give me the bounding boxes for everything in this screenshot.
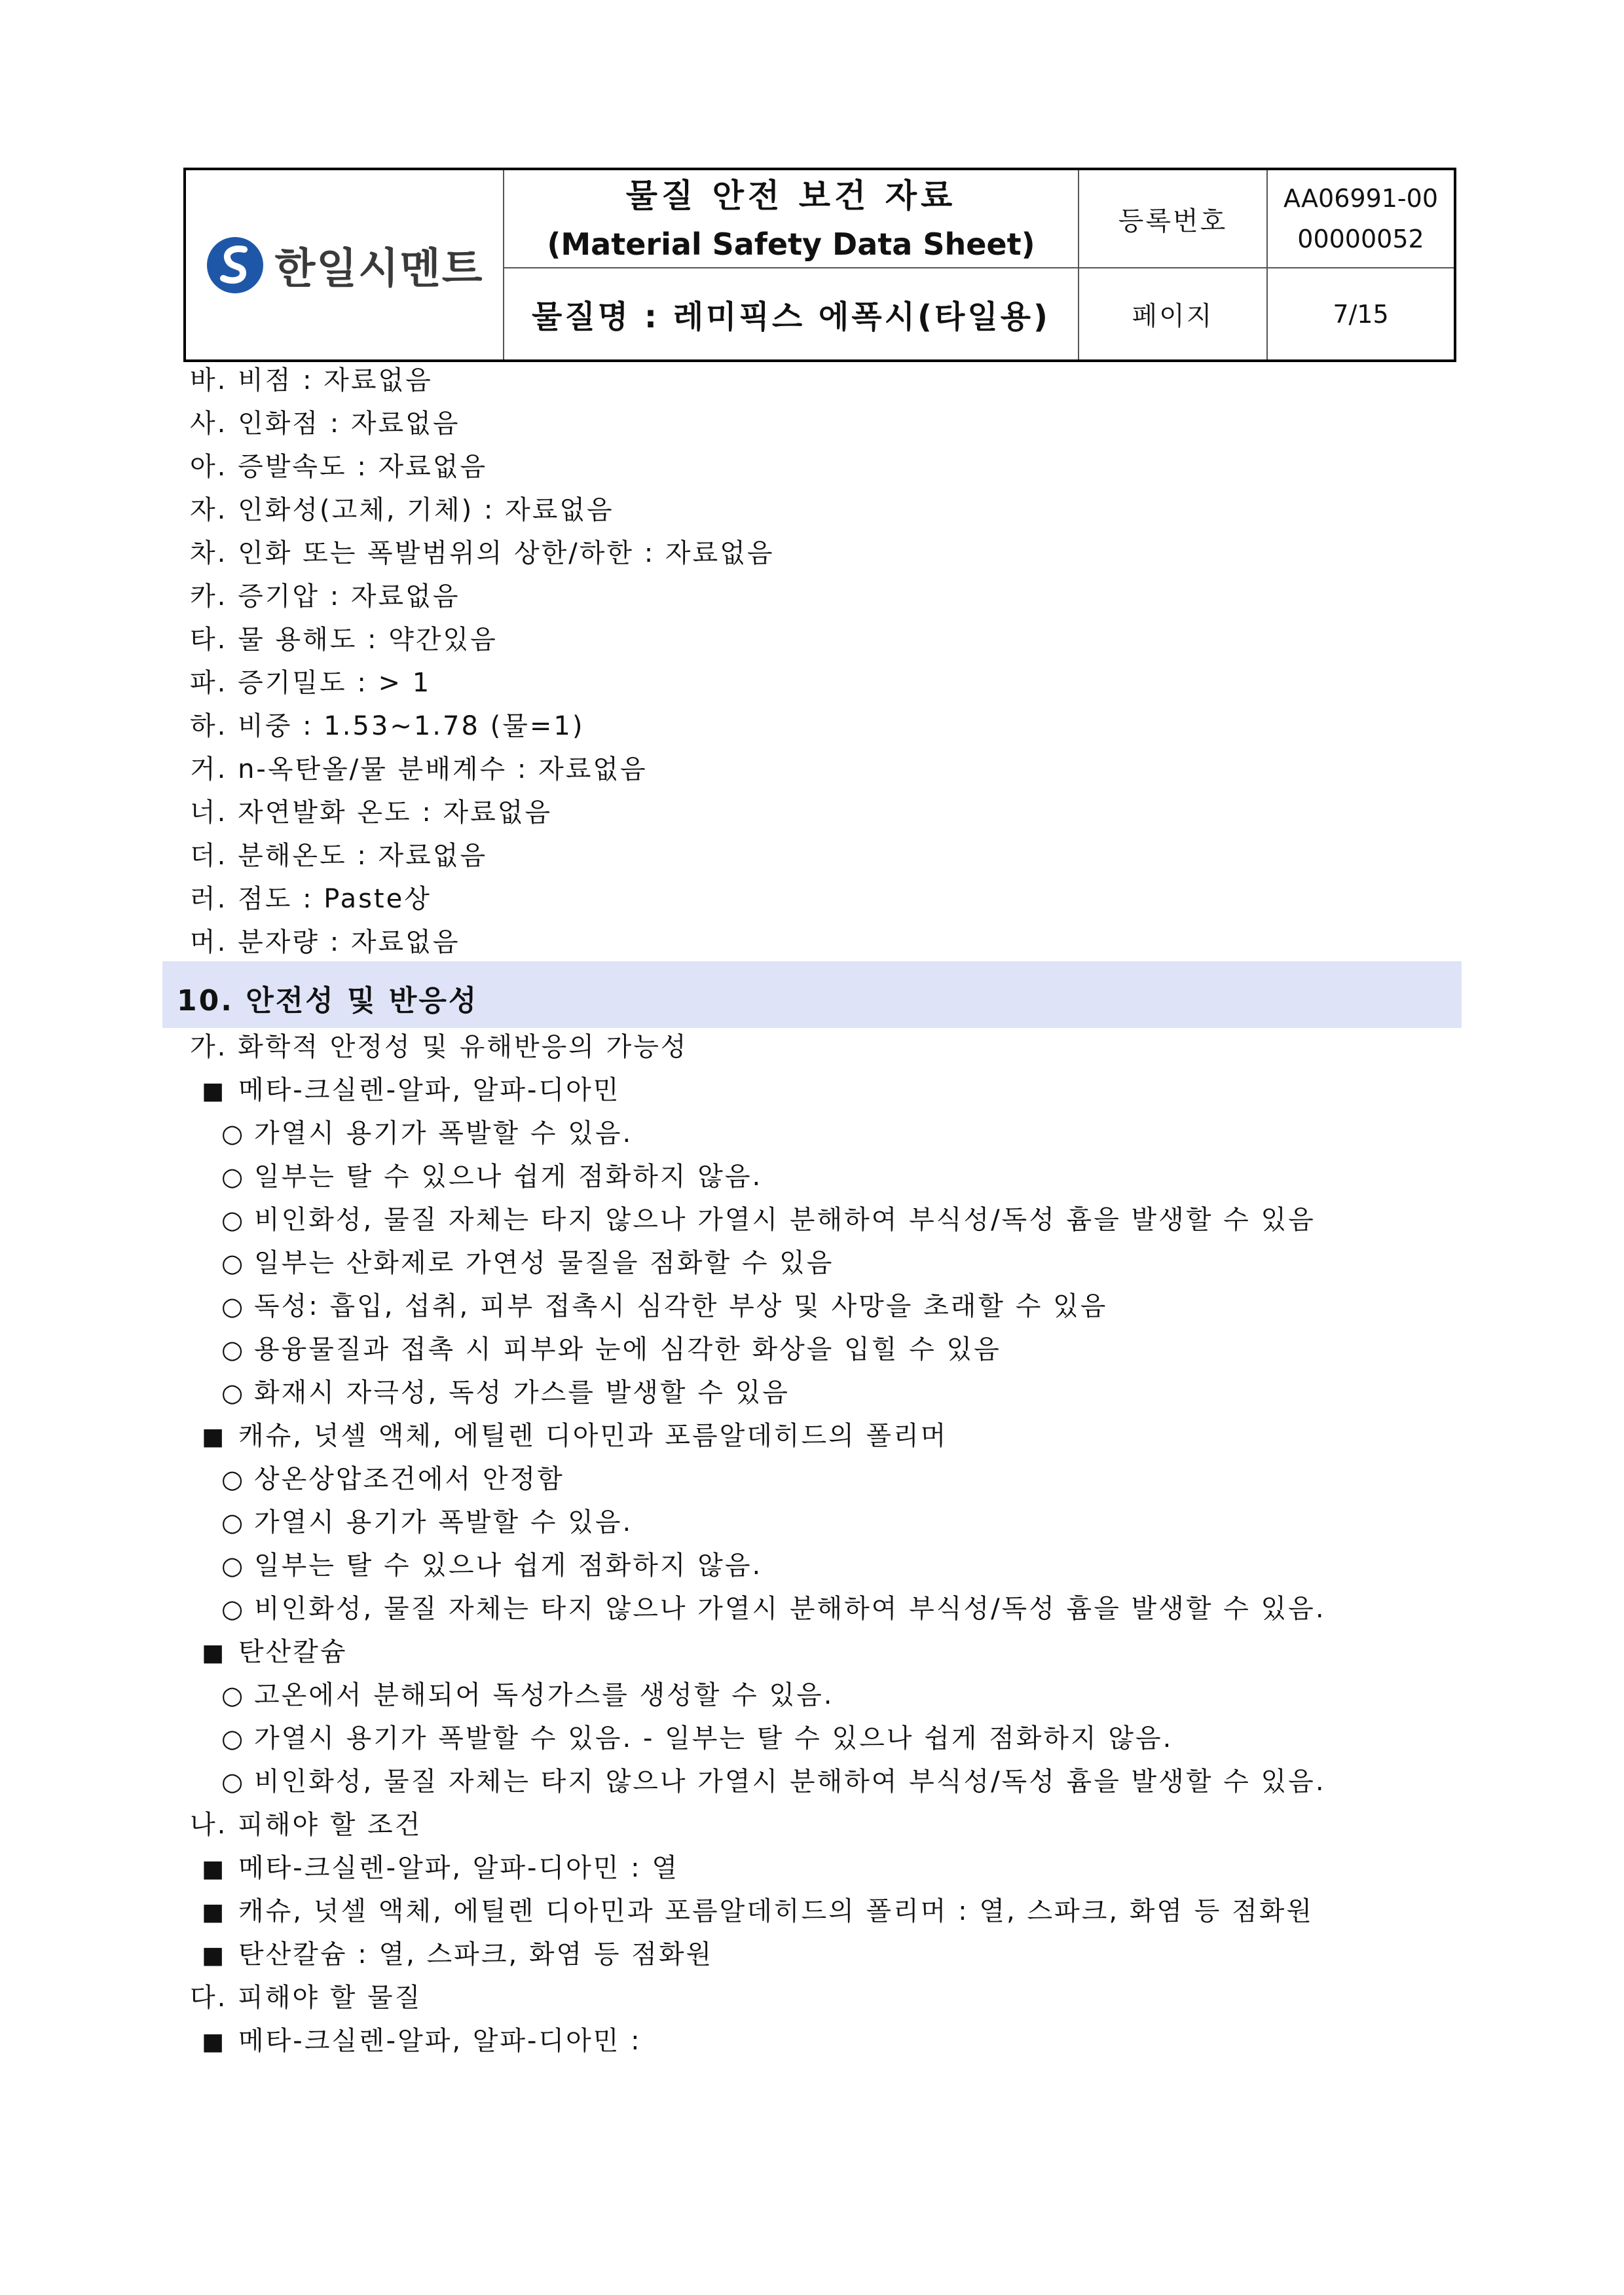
document-title: 물질 안전 보건 자료 — [625, 177, 957, 215]
material-name: 물질명 : 레미픽스 에폭시(타일용) — [504, 268, 1079, 361]
list-item: ○ 일부는 탈 수 있으나 쉽게 점화하지 않음. — [221, 1162, 763, 1192]
subsection-heading-a: 가. 화학적 안정성 및 유해반응의 가능성 — [190, 1032, 688, 1062]
subsection-heading-b: 나. 피해야 할 조건 — [190, 1810, 422, 1840]
section-10-header — [162, 961, 1462, 1028]
circle-bullet-icon: ○ — [221, 1465, 246, 1494]
list-item: ○ 고온에서 분해되어 독성가스를 생성할 수 있음. — [221, 1680, 834, 1710]
registration-number-line-2: 00000052 — [1297, 225, 1424, 253]
document-header — [183, 168, 1456, 362]
circle-bullet-icon: ○ — [221, 1378, 246, 1407]
circle-bullet-icon: ○ — [221, 1335, 246, 1364]
square-bullet-icon: ■ — [202, 1942, 227, 1969]
substance-heading: ■ 캐슈, 넛셀 액체, 에틸렌 디아민과 포름알데히드의 폴리머 — [202, 1420, 948, 1454]
list-item: ○ 일부는 산화제로 가연성 물질을 점화할 수 있음 — [221, 1248, 834, 1278]
property-line: 사. 인화점 : 자료없음 — [190, 409, 460, 439]
list-item: ■ 탄산칼슘 : 열, 스파크, 화염 등 점화원 — [202, 1938, 713, 1972]
list-item: ■ 메타-크실렌-알파, 알파-디아민 : — [202, 2025, 642, 2059]
section-10-title: 10. 안전성 및 반응성 — [177, 984, 479, 1018]
circle-bullet-icon: ○ — [221, 1681, 246, 1710]
page-label: 페이지 — [1079, 268, 1267, 361]
list-item: ○ 일부는 탈 수 있으나 쉽게 점화하지 않음. — [221, 1551, 763, 1581]
list-item: ○ 가열시 용기가 폭발할 수 있음. - 일부는 탈 수 있으나 쉽게 점화하지 않음. — [221, 1723, 1173, 1753]
list-item: ○ 상온상압조건에서 안정함 — [221, 1464, 564, 1494]
company-logo-icon — [205, 235, 265, 295]
list-item: ○ 비인화성, 물질 자체는 타지 않으나 가열시 분해하여 부식성/독성 흄을 발생할 수 있음. — [221, 1767, 1326, 1797]
list-item: ○ 비인화성, 물질 자체는 타지 않으나 가열시 분해하여 부식성/독성 흄을 발생할 수 있음 — [221, 1205, 1316, 1235]
list-item: ○ 화재시 자극성, 독성 가스를 발생할 수 있음 — [221, 1378, 790, 1408]
list-item: ■ 메타-크실렌-알파, 알파-디아민 : 열 — [202, 1852, 679, 1886]
square-bullet-icon: ■ — [202, 1899, 227, 1926]
substance-heading: ■ 메타-크실렌-알파, 알파-디아민 — [202, 1074, 620, 1108]
property-line: 차. 인화 또는 폭발범위의 상한/하한 : 자료없음 — [190, 538, 775, 568]
list-item: ○ 비인화성, 물질 자체는 타지 않으나 가열시 분해하여 부식성/독성 흄을 발생할 수 있음. — [221, 1594, 1326, 1624]
circle-bullet-icon: ○ — [221, 1249, 246, 1277]
property-line: 파. 증기밀도 : > 1 — [190, 668, 432, 698]
property-line: 하. 비중 : 1.53~1.78 (물=1) — [190, 711, 585, 741]
company-logo-text: 한일시멘트 — [274, 244, 484, 293]
circle-bullet-icon: ○ — [221, 1594, 246, 1623]
property-line: 카. 증기압 : 자료없음 — [190, 581, 460, 612]
company-logo-cell — [185, 169, 504, 361]
square-bullet-icon: ■ — [202, 2029, 227, 2055]
circle-bullet-icon: ○ — [221, 1162, 246, 1191]
list-item: ■ 캐슈, 넛셀 액체, 에틸렌 디아민과 포름알데히드의 폴리머 : 열, 스파크, 화염 등 점화원 — [202, 1895, 1314, 1929]
substance-heading: ■ 탄산칼슘 — [202, 1636, 348, 1670]
property-line: 머. 분자량 : 자료없음 — [190, 927, 460, 957]
square-bullet-icon: ■ — [202, 1856, 227, 1882]
property-line: 거. n-옥탄올/물 분배계수 : 자료없음 — [190, 754, 648, 784]
list-item: ○ 가열시 용기가 폭발할 수 있음. — [221, 1507, 633, 1537]
list-item: ○ 가열시 용기가 폭발할 수 있음. — [221, 1118, 633, 1148]
list-item: ○ 용융물질과 접촉 시 피부와 눈에 심각한 화상을 입힐 수 있음 — [221, 1334, 1001, 1365]
registration-number-label: 등록번호 — [1079, 169, 1267, 268]
property-line: 너. 자연발화 온도 : 자료없음 — [190, 798, 553, 828]
square-bullet-icon: ■ — [202, 1640, 227, 1666]
property-line: 바. 비점 : 자료없음 — [190, 365, 433, 395]
square-bullet-icon: ■ — [202, 1078, 227, 1105]
circle-bullet-icon: ○ — [221, 1551, 246, 1580]
circle-bullet-icon: ○ — [221, 1119, 246, 1148]
circle-bullet-icon: ○ — [221, 1292, 246, 1321]
circle-bullet-icon: ○ — [221, 1205, 246, 1234]
circle-bullet-icon: ○ — [221, 1724, 246, 1753]
page-number: 7/15 — [1267, 268, 1455, 361]
document-title-cell — [504, 169, 1079, 268]
property-line: 러. 점도 : Paste상 — [190, 884, 432, 914]
document-subtitle: (Material Safety Data Sheet) — [547, 227, 1035, 262]
property-line: 자. 인화성(고체, 기체) : 자료없음 — [190, 495, 614, 525]
subsection-heading-c: 다. 피해야 할 물질 — [190, 1983, 422, 2013]
registration-number-line-1: AA06991-00 — [1283, 184, 1438, 213]
list-item: ○ 독성: 흡입, 섭취, 피부 접촉시 심각한 부상 및 사망을 초래할 수 있음 — [221, 1291, 1108, 1321]
circle-bullet-icon: ○ — [221, 1767, 246, 1796]
property-line: 아. 증발속도 : 자료없음 — [190, 452, 488, 482]
property-line: 더. 분해온도 : 자료없음 — [190, 841, 488, 871]
property-line: 타. 물 용해도 : 약간있음 — [190, 625, 498, 655]
circle-bullet-icon: ○ — [221, 1508, 246, 1537]
square-bullet-icon: ■ — [202, 1423, 227, 1450]
registration-number-value — [1267, 169, 1455, 268]
